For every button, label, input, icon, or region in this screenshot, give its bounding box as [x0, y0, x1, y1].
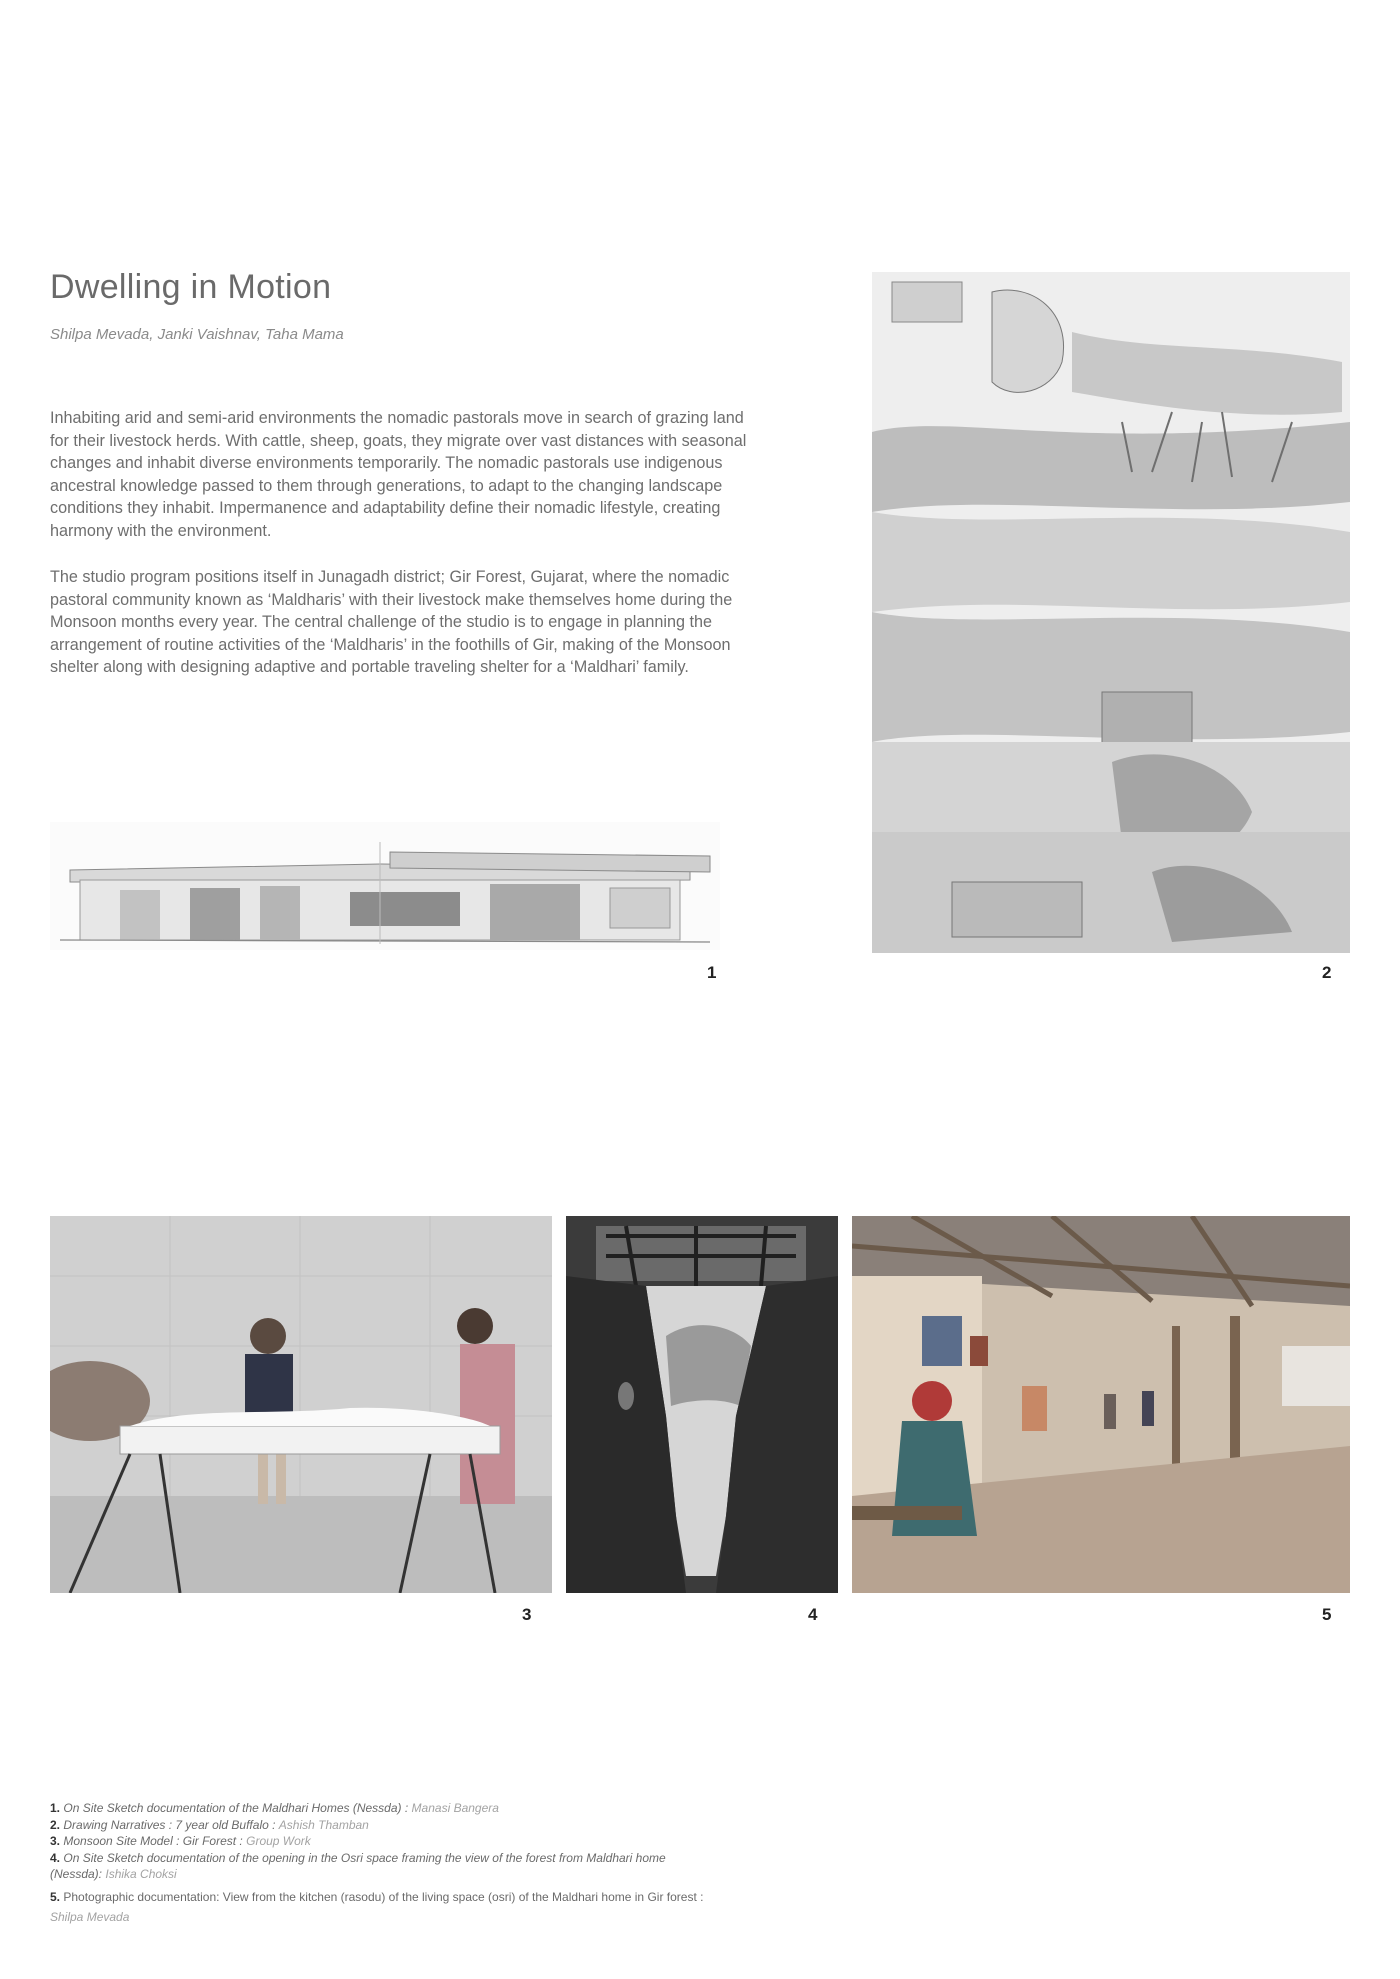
caption-1-text: On Site Sketch documentation of the Maldhari Homes (Nessda) : — [63, 1801, 409, 1815]
caption-5-text: Photographic documentation: View from the kitchen (rasodu) of the living space (osri) of the Maldhari home in Gir forest : — [63, 1889, 704, 1904]
caption-4 — [50, 1850, 710, 1883]
caption-4-text: On Site Sketch documentation of the opening in the Osri space framing the view of the forest from Maldhari home (Nessda): — [50, 1850, 666, 1882]
caption-2 — [50, 1817, 710, 1834]
figure-3-number: 3 — [522, 1605, 532, 1624]
caption-1 — [50, 1800, 710, 1817]
caption-5-credit: Shilpa Mevada — [50, 1909, 130, 1924]
figure-2-drawing-narrative — [872, 272, 1350, 953]
caption-2-number: 2. — [50, 1817, 61, 1832]
figure-5-number: 5 — [1322, 1605, 1332, 1624]
figure-4-number: 4 — [808, 1605, 818, 1624]
caption-2-text: Drawing Narratives : 7 year old Buffalo : — [63, 1817, 276, 1832]
caption-3-credit: Group Work — [246, 1834, 311, 1849]
caption-3-text: Monsoon Site Model : Gir Forest : — [63, 1834, 243, 1849]
figure-5-osri-photo — [852, 1216, 1350, 1593]
caption-3-number: 3. — [50, 1834, 61, 1849]
caption-3 — [50, 1833, 710, 1850]
caption-5-number: 5. — [50, 1889, 61, 1904]
figure-1-elevation-sketch — [50, 822, 720, 950]
figure-captions — [50, 1800, 710, 1927]
intro-paragraph: Inhabiting arid and semi-arid environments the nomadic pastorals move in search of grazing land for their livestock herds. With cattle, sheep, goats, they migrate over vast distances with seasonal changes and inhabit diverse environments temporarily. The nomadic pastorals use indigenous ancestral knowledge passed to them through generations, to adapt to the changing landscape conditions they inhabit. Impermanence and adaptability define their nomadic lifestyle, creating harmony with the environment. — [50, 409, 747, 540]
page-title: Dwelling in Motion — [50, 268, 332, 306]
caption-1-credit: Manasi Bangera — [411, 1801, 499, 1815]
figure-2-number: 2 — [1322, 963, 1332, 982]
caption-5 — [50, 1887, 710, 1927]
caption-1-number: 1. — [50, 1801, 61, 1815]
figure-3-site-model-photo — [50, 1216, 552, 1593]
authors-line: Shilpa Mevada, Janki Vaishnav, Taha Mama — [50, 326, 344, 343]
figure-4-osri-opening-sketch — [566, 1216, 838, 1593]
caption-2-credit: Ashish Thamban — [278, 1817, 369, 1832]
caption-4-credit: Ishika Choksi — [105, 1867, 177, 1882]
figure-1-number: 1 — [707, 963, 717, 982]
caption-4-number: 4. — [50, 1850, 61, 1865]
studio-paragraph: The studio program positions itself in Junagadh district; Gir Forest, Gujarat, where the nomadic pastoral community known as ‘Maldharis’ with their livestock make themselves home during the Monsoon months every year. The central challenge of the studio is to engage in planning the arrangement of routine activities of the ‘Maldharis’ in the foothills of Gir, making of the Monsoon shelter along with designing adaptive and portable traveling shelter for a ‘Maldhari’ family. — [50, 568, 733, 677]
